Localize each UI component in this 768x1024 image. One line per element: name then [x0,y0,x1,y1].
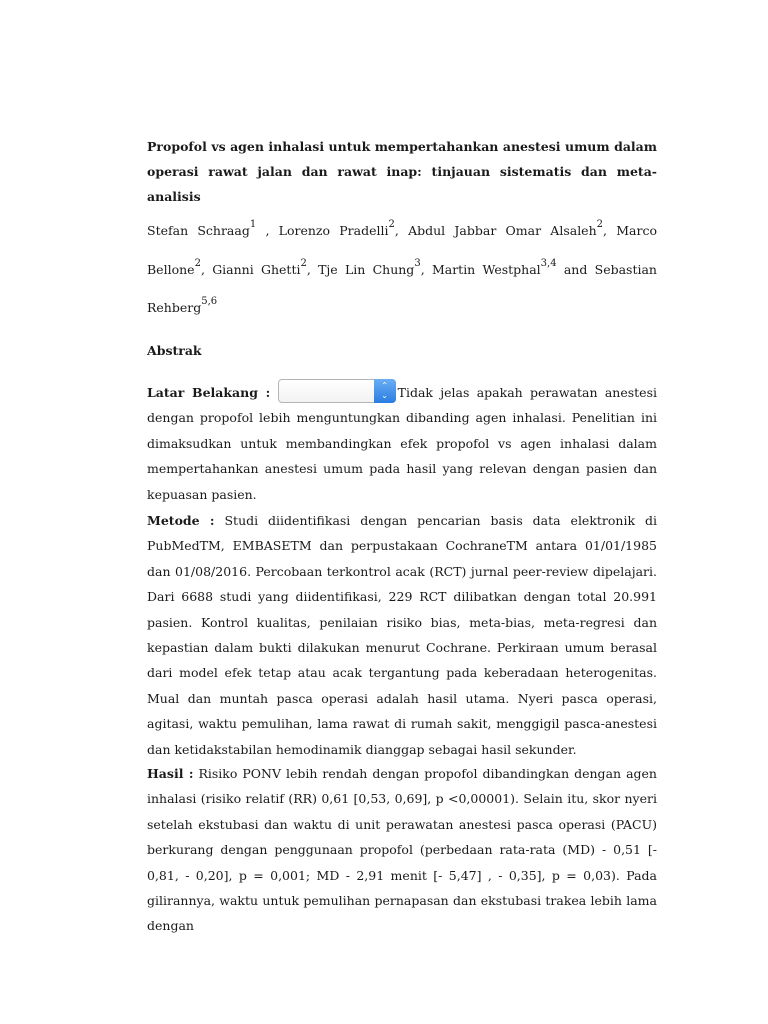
author-affiliation: 2 [388,219,395,230]
author-name: Abdul Jabbar Omar Alsaleh [408,223,597,238]
author-affiliation: 3 [414,257,421,269]
methods-text: Studi diidentifikasi dengan pencarian basis data elektronik di PubMedTM, EMBASETM dan perpustakaan CochraneTM antara 01/01/1985 dan 01/08/2016. Percobaan terkontrol acak (RCT) jurnal peer-review dipelajari. Dari 6688 studi yang diidentifikasi, 229 RCT dilibatkan dengan total 20.991 pasien. Kontrol kualitas, penilaian risiko bias, meta-bias, meta-regresi dan kepastian dalam bukti dilakukan menurut Cochrane. Perkiraan umum berasal dari model efek tetap atau acak tergantung pada keberadaan heterogenitas. Mual dan muntah pasca operasi adalah hasil utama. Nyeri pasca operasi, agitasi, waktu pemulihan, lama rawat di rumah sakit, menggigil pasca-anestesi dan ketidakstabilan hemodinamik dianggap sebagai hasil sekunder. [147,513,657,757]
abstract-methods [147,508,657,762]
author-list [147,212,657,328]
paper-title [147,134,657,209]
chevron-down-icon[interactable]: ⌄ [381,391,388,400]
author-name: Gianni Ghetti [212,261,301,277]
stepper-buttons[interactable] [374,379,396,403]
author-separator: and [556,261,595,277]
methods-label: Metode : [147,513,215,528]
paper-title-line-2: operasi rawat jalan dan rawat inap: tinjauan sistematis dan meta-analisis [147,164,657,204]
author-name: Marco Bellone [147,223,657,277]
author-separator: , [420,261,432,277]
author-separator: , [256,223,279,238]
background-text: Tidak jelas apakah perawatan anestesi dengan propofol lebih menguntungkan dibanding agen inhalasi. Penelitian ini dimaksudkan untuk membandingkan efek propofol vs agen inhalasi dalam mempertahankan anestesi umum pada hasil yang relevan dengan pasien dan kepuasan pasien. [147,385,657,502]
background-label: Latar Belakang : [147,385,271,400]
author-affiliation: 5,6 [201,296,218,307]
author-name: Stefan Schraag [147,223,250,238]
author-separator: , [394,223,409,238]
author-affiliation: 1 [249,219,257,230]
author-name: Sebastian Rehberg [147,261,657,315]
author-separator: , [200,261,213,277]
author-separator: , [603,223,617,238]
results-label: Hasil : [147,766,194,781]
author-separator: , [306,261,319,277]
abstract-heading: Abstrak [147,343,202,358]
chevron-up-icon[interactable]: ⌃ [381,381,388,390]
number-stepper[interactable] [278,379,396,403]
author-affiliation: 2 [596,219,604,230]
author-affiliation: 2 [194,257,201,269]
paper-title-line-1: Propofol vs agen inhalasi untuk mempertahankan anestesi umum dalam [147,139,657,154]
author-affiliation: 2 [300,257,307,269]
author-name: Lorenzo Pradelli [278,223,389,238]
author-affiliation: 3,4 [540,257,557,269]
results-text: Risiko PONV lebih rendah dengan propofol dibandingkan dengan agen inhalasi (risiko relatif (RR) 0,61 [0,53, 0,69], p <0,00001). Selain itu, skor nyeri setelah ekstubasi dan waktu di unit perawatan anestesi pasca operasi (PACU) berkurang dengan penggunaan propofol (perbedaan rata-rata (MD) - 0,51 [- 0,81, - 0,20], p = 0,001; MD - 2,91 menit [- 5,47] , - 0,35], p = 0,03). Pada gilirannya, waktu untuk pemulihan pernapasan dan ekstubasi trakea lebih lama dengan [147,766,657,934]
author-name: Tje Lin Chung [318,261,415,277]
author-name: Martin Westphal [431,261,541,277]
abstract-background [147,379,657,507]
abstract-results [147,761,657,939]
